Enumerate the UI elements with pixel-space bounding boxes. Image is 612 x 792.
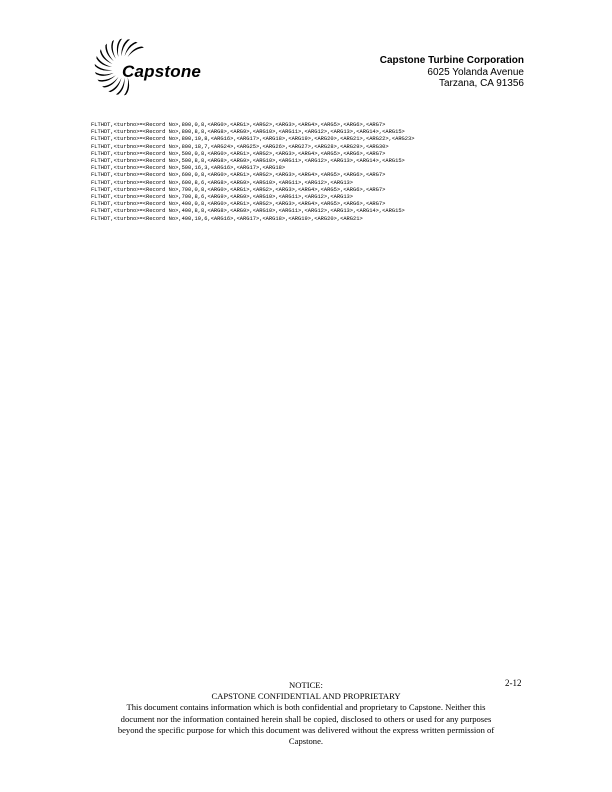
- notice-title: NOTICE:: [289, 680, 323, 690]
- logo-blade: [100, 49, 112, 64]
- logo-blade: [117, 39, 122, 57]
- notice-line: document nor the information contained herein shall be copied, disclosed to others or used for any purposes: [120, 713, 492, 724]
- notice-line: Capstone.: [288, 736, 324, 747]
- logo-blade: [111, 40, 115, 59]
- record-line: FLTHDT,<turbno>=<Record No>,800,0,8,<ARG0>,<ARG1>,<ARG2>,<ARG3>,<ARG4>,<ARG5>,<ARG6>,<ARG7>: [91, 122, 386, 128]
- record-list: [91, 122, 415, 223]
- page-number: 2-12: [505, 678, 522, 688]
- address-street: 6025 Yolanda Avenue: [427, 66, 524, 78]
- record-line: FLTHDT,<turbno>=<Record No>,400,10,6,<ARG16>,<ARG17>,<ARG18>,<ARG19>,<ARG20>,<ARG21>: [91, 215, 363, 222]
- record-line: FLTHDT,<turbno>=<Record No>,500,16,3,<ARG16>,<ARG17>,<ARG18>: [91, 165, 286, 172]
- record-line: FLTHDT,<turbno>=<Record No>,500,0,8,<ARG0>,<ARG1>,<ARG2>,<ARG3>,<ARG4>,<ARG5>,<ARG6>,<ARG7>: [91, 150, 386, 157]
- record-line: FLTHDT,<turbno>=<Record No>,800,8,8,<ARG8>,<ARG9>,<ARG10>,<ARG11>,<ARG12>,<ARG13>,<ARG14>,<ARG15>: [91, 129, 405, 136]
- company-address: [380, 55, 524, 90]
- record-line: FLTHDT,<turbno>=<Record No>,700,0,8,<ARG0>,<ARG1>,<ARG2>,<ARG3>,<ARG4>,<ARG5>,<ARG6>,<ARG7>: [91, 186, 386, 193]
- logo-blade: [95, 64, 113, 71]
- address-city: Tarzana, CA 91356: [438, 78, 524, 89]
- company-name: Capstone Turbine Corporation: [379, 55, 524, 66]
- record-line: FLTHDT,<turbno>=<Record No>,400,0,8,<ARG0>,<ARG1>,<ARG2>,<ARG3>,<ARG4>,<ARG5>,<ARG6>,<ARG7>: [91, 201, 386, 208]
- logo-blade: [98, 75, 116, 81]
- record-line: FLTHDT,<turbno>=<Record No>,600,0,8,<ARG0>,<ARG1>,<ARG2>,<ARG3>,<ARG4>,<ARG5>,<ARG6>,<ARG7>: [91, 172, 386, 179]
- logo-blade: [128, 47, 144, 58]
- record-line: FLTHDT,<turbno>=<Record No>,800,18,7,<ARG24>,<ARG25>,<ARG26>,<ARG27>,<ARG28>,<ARG29>,<ARG30>: [91, 143, 389, 150]
- record-line: FLTHDT,<turbno>=<Record No>,800,10,8,<ARG16>,<ARG17>,<ARG18>,<ARG19>,<ARG20>,<ARG21>,<ARG22>,<ARG23>: [91, 136, 415, 143]
- notice-line: This document contains information which is both confidential and proprietary to Capstone. Neither this: [126, 702, 486, 713]
- record-line: FLTHDT,<turbno>=<Record No>,500,8,8,<ARG8>,<ARG9>,<ARG10>,<ARG11>,<ARG12>,<ARG13>,<ARG14>,<ARG15>: [91, 158, 405, 165]
- logo-text: Capstone: [122, 62, 202, 81]
- record-line: FLTHDT,<turbno>=<Record No>,400,8,8,<ARG8>,<ARG9>,<ARG10>,<ARG11>,<ARG12>,<ARG13>,<ARG14>,<ARG15>: [91, 208, 405, 215]
- notice-subtitle: CAPSTONE CONFIDENTIAL AND PROPRIETARY: [211, 691, 401, 702]
- logo-blade: [95, 72, 114, 76]
- record-line: FLTHDT,<turbno>=<Record No>,600,8,6,<ARG8>,<ARG9>,<ARG10>,<ARG11>,<ARG12>,<ARG13>: [91, 179, 354, 186]
- notice-line: beyond the specific purpose for which this document was delivered without the express written permission of: [117, 724, 495, 735]
- confidentiality-notice: [86, 680, 526, 747]
- record-line: FLTHDT,<turbno>=<Record No>,700,8,6,<ARG9>,<ARG9>,<ARG10>,<ARG11>,<ARG12>,<ARG13>: [91, 194, 354, 201]
- company-logo: [88, 36, 218, 98]
